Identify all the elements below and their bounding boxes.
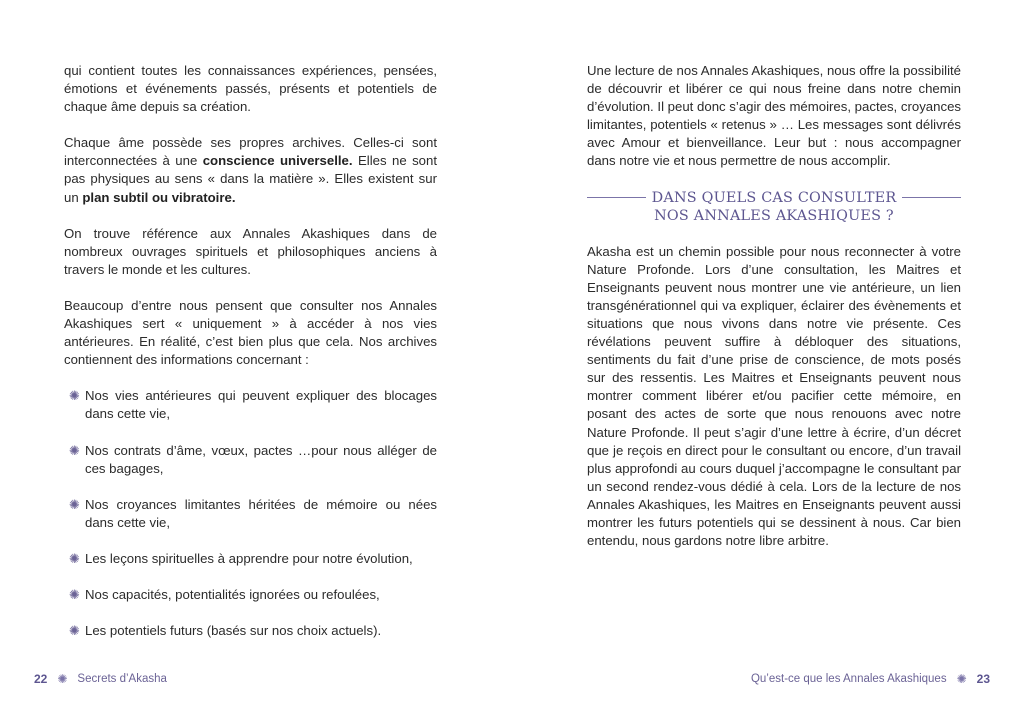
right-footer — [751, 672, 990, 686]
list-item — [64, 550, 437, 568]
bold-text: conscience universelle. — [202, 153, 353, 169]
bold-text: plan subtil ou vibratoire. — [82, 189, 236, 205]
heading-rule — [587, 197, 646, 198]
page-number: 23 — [976, 672, 990, 686]
paragraph: qui contient toutes les connaissances expériences, pensées, émotions et événements passés, présents et potentiels de chaque âme depuis sa création. — [64, 63, 437, 115]
star-bullet-icon: ✺ — [69, 623, 80, 639]
bullet-list — [64, 387, 437, 640]
heading-rule — [902, 197, 961, 198]
list-item — [64, 442, 437, 478]
list-item — [64, 586, 437, 604]
text-span: Elles ne sont pas physiques au sens « dans la matière ». Elles existent sur un — [64, 153, 438, 205]
list-item — [64, 622, 437, 640]
list-item-text: Nos contrats d’âme, vœux, pactes …pour nous alléger de ces bagages, — [85, 442, 437, 476]
star-bullet-icon: ✺ — [69, 550, 80, 566]
left-footer — [34, 672, 167, 686]
star-bullet-icon: ✺ — [69, 586, 80, 602]
list-item-text: Nos vies antérieures qui peuvent expliquer des blocages dans cette vie, — [85, 388, 437, 422]
star-bullet-icon: ✺ — [69, 496, 80, 512]
left-column — [64, 62, 437, 658]
star-bullet-icon: ✺ — [69, 388, 80, 404]
list-item — [64, 387, 437, 423]
right-column — [587, 62, 961, 568]
list-item-text: Nos croyances limitantes héritées de mémoire ou nées dans cette vie, — [85, 496, 437, 530]
right-page — [512, 0, 1024, 719]
star-footer-icon: ✺ — [956, 672, 967, 686]
running-title: Qu’est-ce que les Annales Akashiques — [750, 673, 947, 685]
paragraph: Beaucoup d’entre nous pensent que consulter nos Annales Akashiques sert « uniquement » à accéder à nos vies antérieures. En réalité, c’est bien plus que cela. Nos archives contiennent des informations concernant : — [64, 297, 437, 368]
list-item — [64, 496, 437, 532]
paragraph: Une lecture de nos Annales Akashiques, nous offre la possibilité de découvrir et libérer ce qui nous freine dans notre chemin d’évolution. Il peut donc s’agir des mémoires, pactes, croyances limitantes, potentiels « retenus » … Les messages sont délivrés avec Amour et bienveillance. Leur but : nous accompagner dans notre vie et nous permettre de nous accomplir. — [587, 63, 961, 169]
star-bullet-icon: ✺ — [69, 442, 80, 458]
running-title: Secrets d’Akasha — [77, 673, 167, 685]
section-heading — [587, 189, 961, 207]
page-number: 22 — [34, 672, 48, 686]
list-item-text: Les potentiels futurs (basés sur nos choix actuels). — [85, 623, 382, 639]
star-footer-icon: ✺ — [57, 672, 68, 686]
paragraph — [64, 134, 437, 206]
paragraph: Akasha est un chemin possible pour nous reconnecter à votre Nature Profonde. Lors d’une consultation, les Maitres et Enseignants peuvent nous montrer une vie antérieure, un lien transgénérationnel qui va expliquer, éclairer des évènements et situations que nous vivons dans notre vie présente. Ces révélations peuvent suffire à débloquer des situations, sentiments du fait d’une prise de conscience, de mots posés sur des ressentis. Les Maitres et Enseignants peuvent nous montrer comment libérer et/ou pacifier cette mémoire, en posant des actes de sorte que nous renouons avec notre Nature Profonde. Il peut s’agir d’une lettre à écrire, d’un décret que je reçois en direct pour le consultant ou encore, d’un travail plus approfondi au cours duquel j’accompagne le consultant par un second rendez-vous dédié à cela. Lors de la lecture de nos Annales Akashiques, les Maitres en Enseignants peuvent aussi montrer les futurs potentiels qui se dessinent à nous. Car bien entendu, nous gardons notre libre arbitre. — [587, 243, 961, 549]
paragraph: On trouve référence aux Annales Akashiques dans de nombreux ouvrages spirituels et philosophiques anciens à travers le monde et les cultures. — [64, 225, 437, 277]
heading-line-1: DANS QUELS CAS CONSULTER — [651, 189, 897, 206]
list-item-text: Nos capacités, potentialités ignorées ou refoulées, — [85, 586, 380, 602]
heading-line-2: NOS ANNALES AKASHIQUES ? — [654, 207, 894, 224]
list-item-text: Les leçons spirituelles à apprendre pour notre évolution, — [85, 550, 413, 566]
text-span: Chaque âme possède ses propres archives. Celles-ci sont interconnectées à une — [64, 135, 437, 169]
